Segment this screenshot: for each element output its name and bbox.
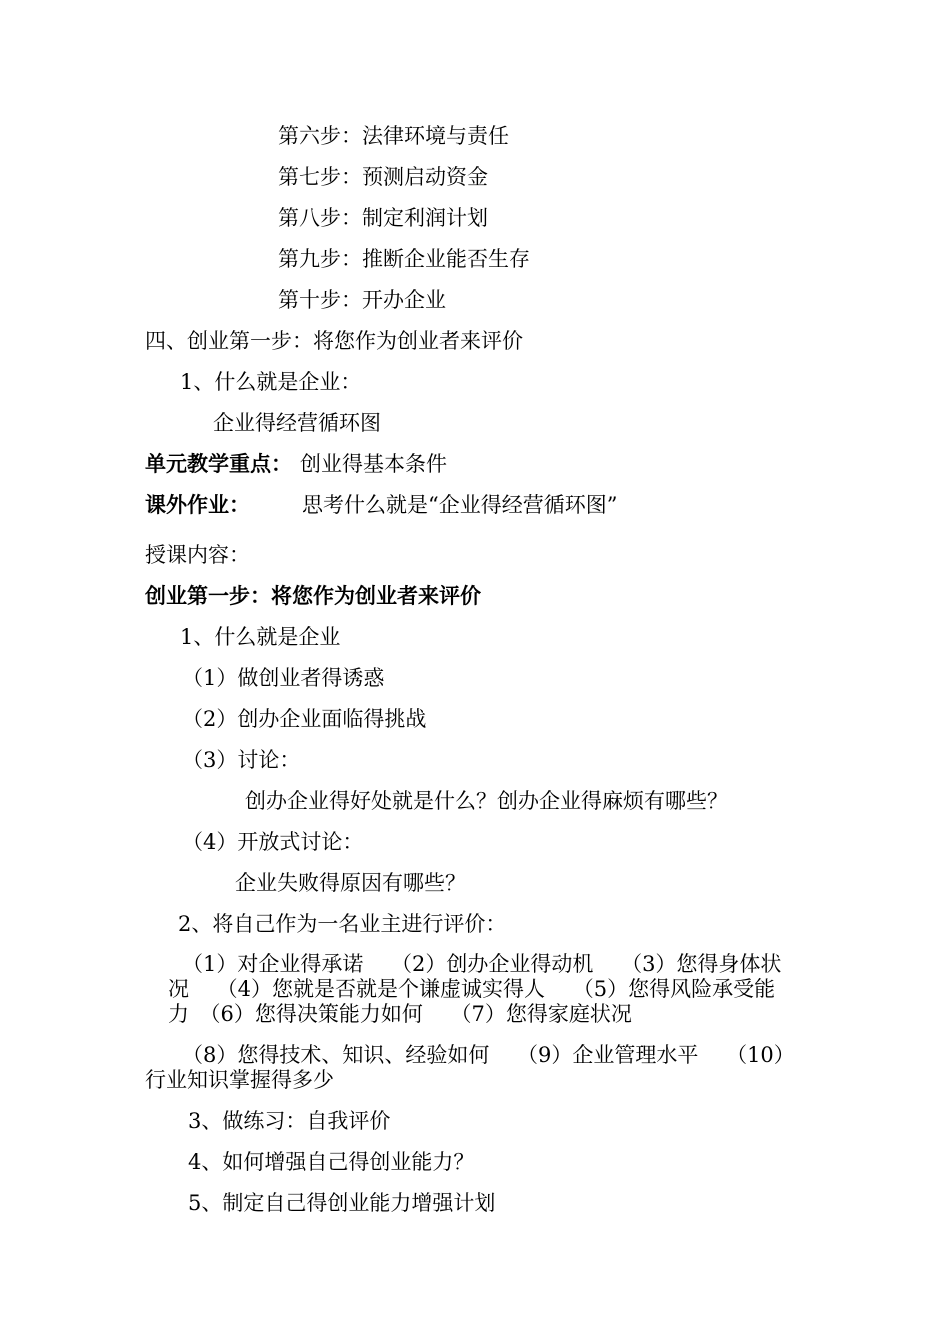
section4-item1-sub: 企业得经营循环图 xyxy=(213,411,381,435)
eval-line-4: （8）您得技术、知识、经验如何 （9）企业管理水平 （10） xyxy=(182,1043,795,1067)
step-ten: 第十步：开办企业 xyxy=(278,288,446,312)
lesson-title: 创业第一步：将您作为创业者来评价 xyxy=(145,584,481,608)
step-seven: 第七步：预测启动资金 xyxy=(278,165,488,189)
key-point-text: 创业得基本条件 xyxy=(300,452,447,476)
lesson-item1: 1、什么就是企业 xyxy=(180,625,341,649)
lesson-item1-sub1: （1）做创业者得诱惑 xyxy=(182,666,385,690)
eval-line-1: （1）对企业得承诺 （2）创办企业得动机 （3）您得身体状 xyxy=(182,952,782,976)
eval-line-5: 行业知识掌握得多少 xyxy=(145,1068,334,1092)
lesson-item1-sub2: （2）创办企业面临得挑战 xyxy=(182,707,427,731)
step-eight: 第八步：制定利润计划 xyxy=(278,206,488,230)
eval-line-2: 况 （4）您就是否就是个谦虚诚实得人 （5）您得风险承受能 xyxy=(168,977,776,1001)
discussion-question: 创办企业得好处就是什么？创办企业得麻烦有哪些？ xyxy=(245,789,728,813)
lesson-item3: 3、做练习：自我评价 xyxy=(188,1109,391,1133)
key-point-label: 单元教学重点： xyxy=(145,452,292,476)
step-six: 第六步：法律环境与责任 xyxy=(278,124,509,148)
eval-line-3: 力 （6）您得决策能力如何 （7）您得家庭状况 xyxy=(168,1002,632,1026)
open-discussion-label: （4）开放式讨论： xyxy=(182,830,364,854)
section4-title: 四、创业第一步：将您作为创业者来评价 xyxy=(145,329,523,353)
lesson-item1-sub3: （3）讨论： xyxy=(182,748,301,772)
open-discussion-question: 企业失败得原因有哪些？ xyxy=(235,871,466,895)
step-nine: 第九步：推断企业能否生存 xyxy=(278,247,530,271)
homework-text: 思考什么就是“企业得经营循环图” xyxy=(302,493,618,517)
lesson-item4: 4、如何增强自己得创业能力？ xyxy=(188,1150,475,1174)
lesson-item5: 5、制定自己得创业能力增强计划 xyxy=(188,1191,496,1215)
lesson-item2: 2、将自己作为一名业主进行评价： xyxy=(178,912,507,936)
homework-label: 课外作业： xyxy=(145,493,250,517)
content-label: 授课内容： xyxy=(145,543,250,567)
section4-item1: 1、什么就是企业： xyxy=(180,370,362,394)
